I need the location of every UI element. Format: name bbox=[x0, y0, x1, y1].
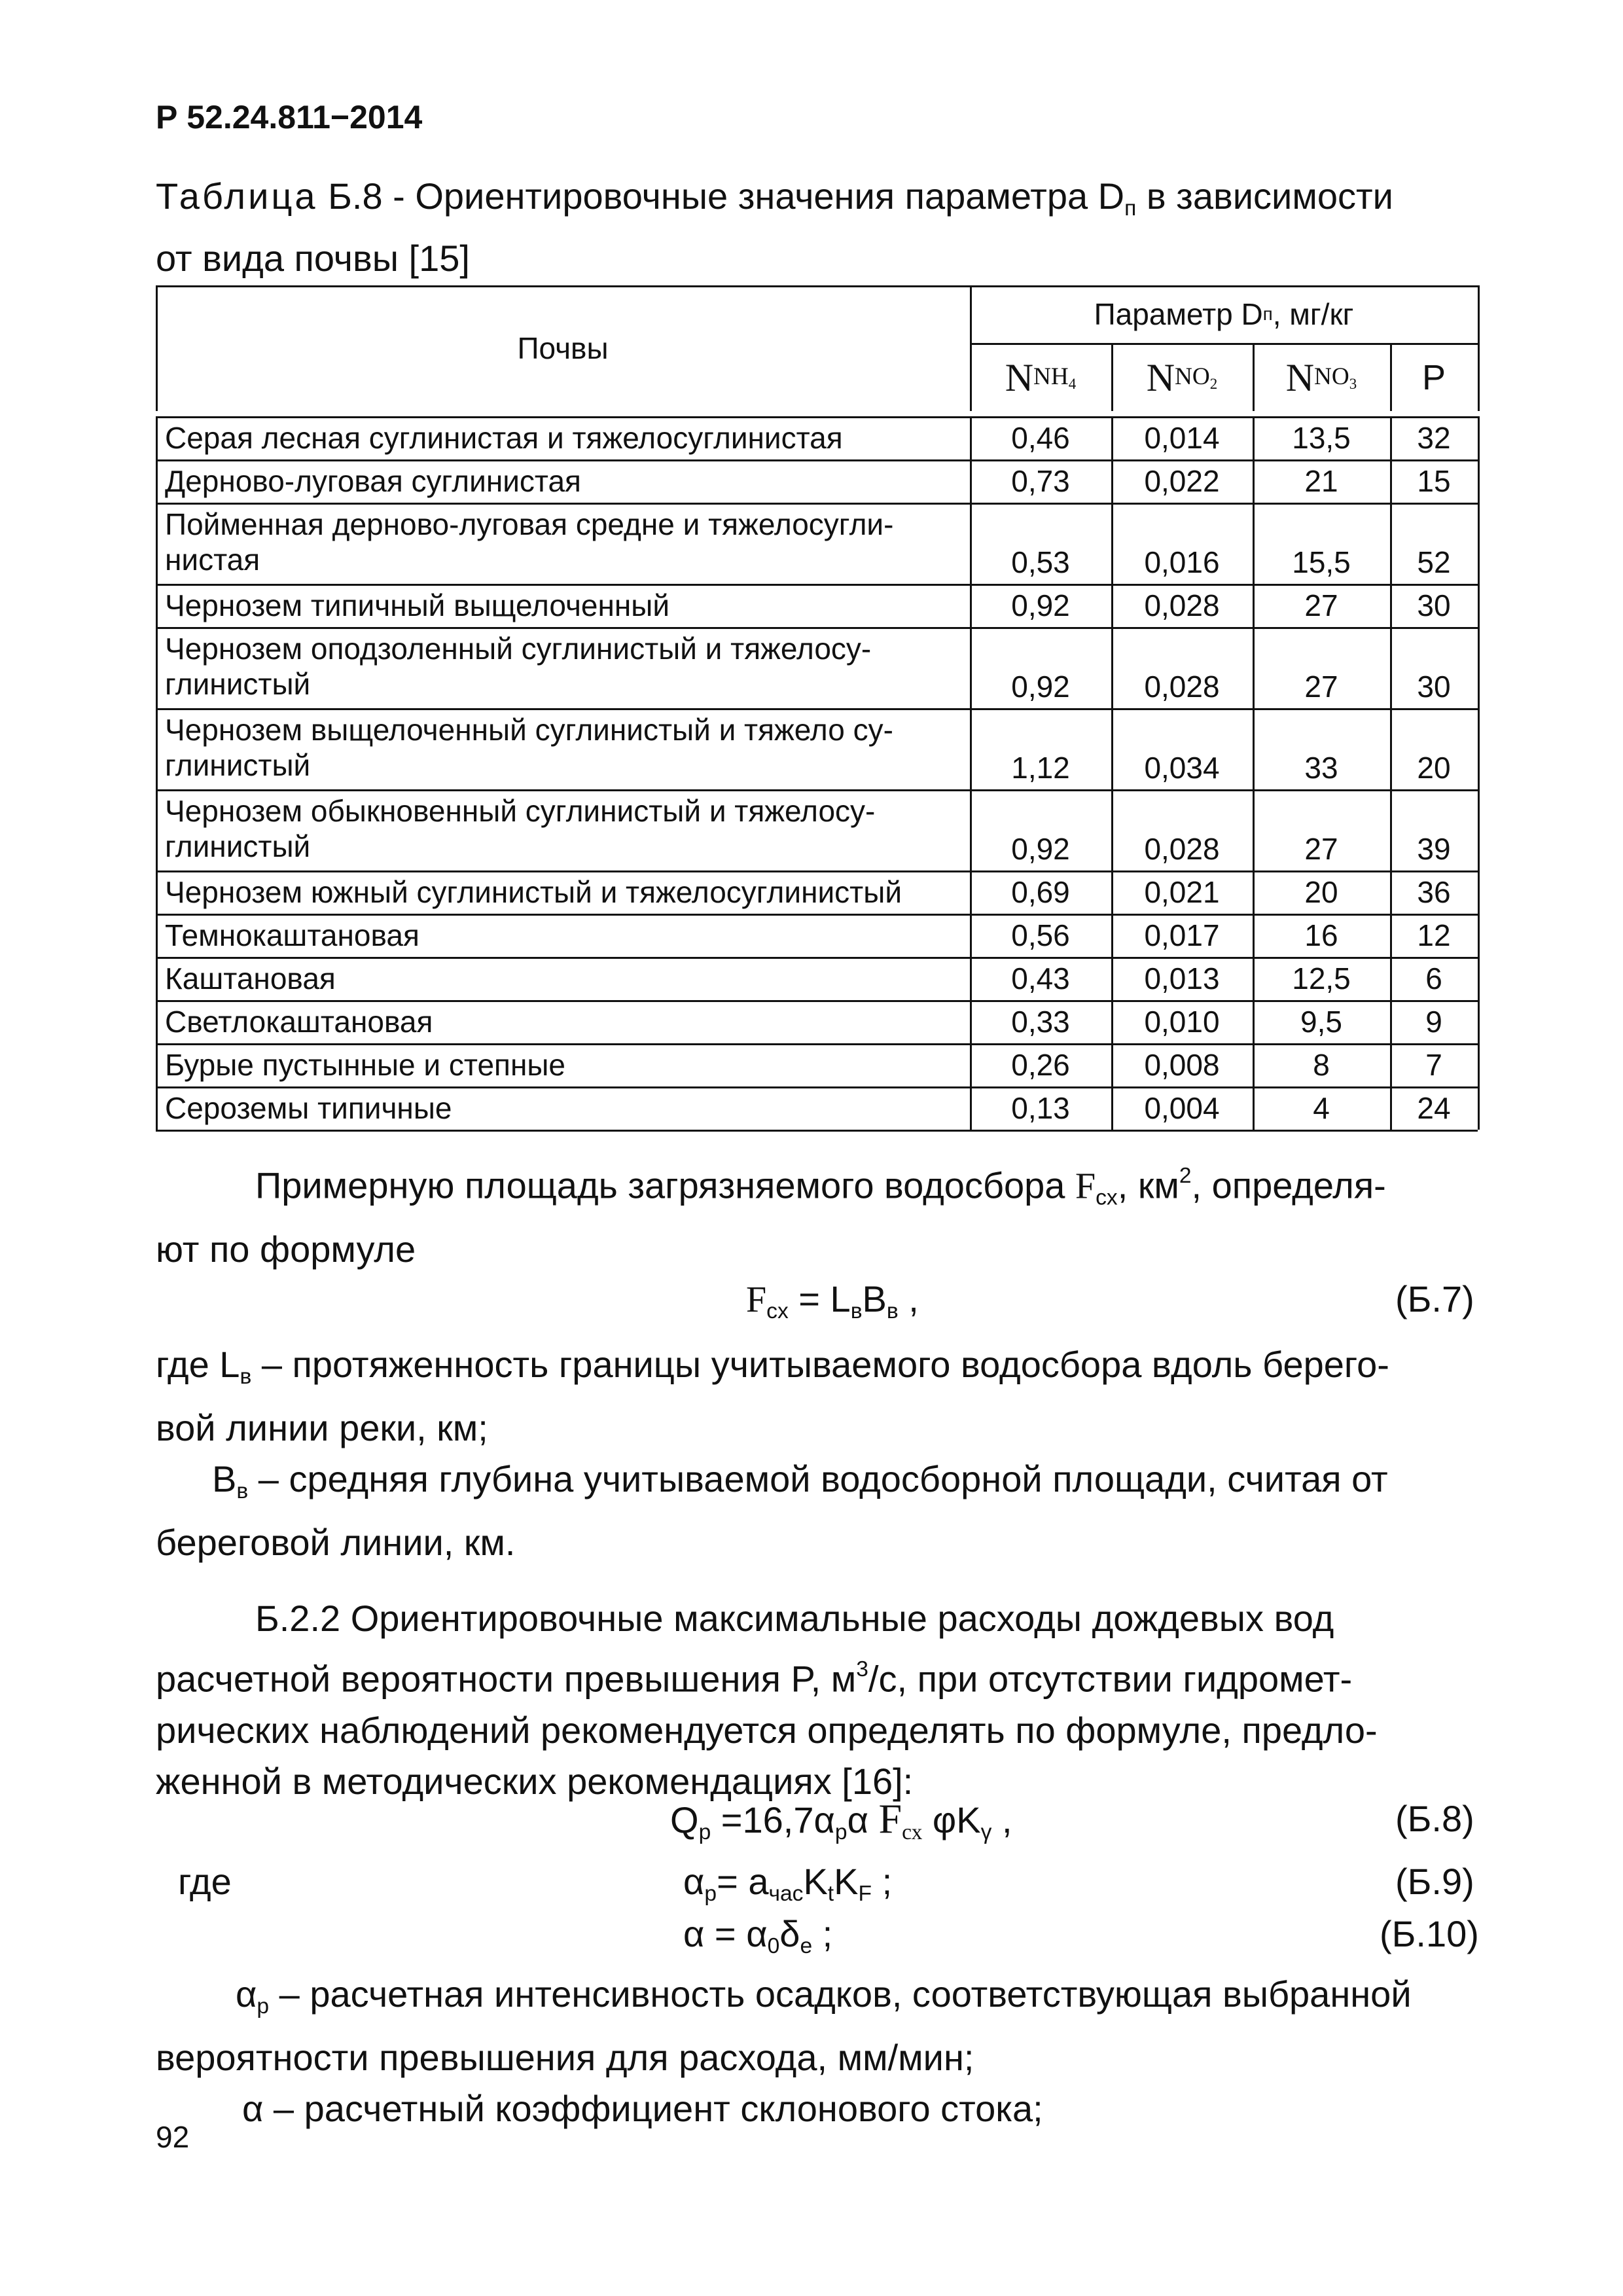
table-cell-soil: Чернозем типичный выщелоченный bbox=[165, 588, 670, 622]
table-cell-no3: 21 bbox=[1304, 464, 1338, 498]
table-cell-nh4: 1,12 bbox=[1011, 751, 1070, 785]
table-grid-line bbox=[1111, 584, 1113, 627]
col-header-nh4 bbox=[970, 344, 1111, 411]
text-run: , определя- bbox=[1191, 1164, 1386, 1206]
table-cell-p: 30 bbox=[1417, 588, 1451, 622]
table-grid-line bbox=[1478, 1086, 1480, 1130]
text-run: – расчетная интенсивность осадков, соответствующая выбранной bbox=[269, 1973, 1412, 2015]
table-cell-no3: 15,5 bbox=[1292, 545, 1351, 579]
table-grid-line bbox=[970, 708, 972, 789]
table-grid-line bbox=[1253, 627, 1255, 708]
table-grid-line bbox=[156, 1130, 1478, 1132]
table-grid-line bbox=[1111, 1043, 1113, 1086]
table-grid-line bbox=[156, 789, 1478, 791]
sym-sub bbox=[1314, 363, 1357, 393]
sym-idx: 2 bbox=[1209, 374, 1218, 392]
table-cell-p: 12 bbox=[1417, 918, 1451, 952]
sym-sub-text: NO bbox=[1314, 363, 1349, 391]
text-run: ; bbox=[812, 1913, 833, 1954]
text-run: = L bbox=[788, 1278, 851, 1319]
paragraph-line: Б.2.2 Ориентировочные максимальные расходы дождевых вод bbox=[255, 1598, 1334, 1639]
text-run: α bbox=[236, 1973, 257, 2015]
table-cell-no2: 0,014 bbox=[1144, 421, 1220, 455]
table-grid-line bbox=[1253, 789, 1255, 870]
table-grid-line bbox=[1111, 416, 1113, 459]
table-cell-p: 6 bbox=[1425, 961, 1442, 996]
table-grid-line bbox=[156, 285, 158, 411]
text-run: ; bbox=[872, 1861, 893, 1902]
sym-n: N bbox=[1146, 355, 1175, 399]
col-header-parameter bbox=[970, 285, 1478, 343]
text-sub: 0 bbox=[767, 1934, 780, 1959]
paragraph-line: вероятности превышения для расхода, мм/мин; bbox=[156, 2037, 974, 2079]
table-grid-line bbox=[1390, 789, 1392, 870]
table-grid-line bbox=[156, 285, 1478, 287]
paragraph-area bbox=[156, 1593, 1478, 1807]
table-cell-soil: Сероземы типичные bbox=[165, 1091, 452, 1125]
document-code: Р 52.24.811−2014 bbox=[156, 99, 423, 135]
formula-number-b8: (Б.8) bbox=[1395, 1798, 1474, 1839]
table-grid-line bbox=[1253, 503, 1255, 584]
table-grid-line bbox=[1478, 416, 1480, 459]
sym-idx: 3 bbox=[1349, 374, 1357, 392]
table-grid-line bbox=[1253, 870, 1255, 914]
text-run: = a bbox=[717, 1861, 769, 1902]
param-sub: п bbox=[1262, 304, 1273, 324]
table-cell-no2: 0,028 bbox=[1144, 588, 1220, 622]
table-grid-line bbox=[156, 416, 158, 459]
table-grid-line bbox=[156, 584, 158, 627]
text-sub: в bbox=[240, 1365, 252, 1390]
table-cell-nh4: 0,46 bbox=[1011, 421, 1070, 455]
col-header-p: P bbox=[1421, 358, 1446, 397]
text-run: φK bbox=[922, 1799, 981, 1840]
table-grid-line bbox=[970, 870, 972, 914]
text-run: /с, при отсутствии гидромет- bbox=[868, 1658, 1353, 1700]
table-grid-line bbox=[1111, 343, 1113, 411]
table-grid-line bbox=[1390, 584, 1392, 627]
text-sub: p bbox=[834, 1820, 847, 1845]
table-grid-line bbox=[1390, 503, 1392, 584]
symbol-F: F bbox=[878, 1795, 902, 1842]
table-grid-line bbox=[1253, 708, 1255, 789]
table-cell-nh4: 0,92 bbox=[1011, 588, 1070, 622]
table-grid-line bbox=[156, 1086, 158, 1130]
table-grid-line bbox=[1478, 957, 1480, 1000]
table-cell-nh4: 0,53 bbox=[1011, 545, 1070, 579]
table-grid-line bbox=[1253, 584, 1255, 627]
table-grid-line bbox=[156, 1000, 1478, 1002]
table-cell-nh4: 0,92 bbox=[1011, 670, 1070, 704]
table-grid-line bbox=[156, 957, 158, 1000]
text-sup: 2 bbox=[1179, 1164, 1192, 1188]
text-sub: e bbox=[800, 1934, 813, 1959]
paragraph-area bbox=[156, 1151, 1478, 1275]
table-grid-line bbox=[1478, 1000, 1480, 1043]
text-sub: час bbox=[768, 1882, 804, 1907]
table-cell-soil: Пойменная дерново-луговая средне и тяжелосугли-нистая bbox=[165, 507, 894, 577]
table-grid-line bbox=[970, 503, 972, 584]
sym-sub bbox=[1175, 363, 1217, 393]
table-grid-line bbox=[1253, 957, 1255, 1000]
table-cell-no3: 27 bbox=[1304, 832, 1338, 866]
table-cell-soil: Темнокаштановая bbox=[165, 918, 419, 952]
formula-number-b9: (Б.9) bbox=[1395, 1861, 1474, 1902]
table-grid-line bbox=[156, 708, 158, 789]
paragraph-line bbox=[156, 1969, 1478, 2032]
table-cell-no3: 20 bbox=[1304, 875, 1338, 909]
text-run: Q bbox=[670, 1799, 699, 1840]
table-grid-line bbox=[156, 503, 158, 584]
table-grid-line bbox=[1478, 708, 1480, 789]
table-cell-no2: 0,010 bbox=[1144, 1005, 1220, 1039]
paragraph-area bbox=[156, 1339, 1478, 1568]
soil-parameter-table bbox=[156, 285, 1478, 1123]
sym-sub bbox=[1033, 363, 1076, 393]
text-sup: 3 bbox=[856, 1657, 868, 1681]
paragraph-line bbox=[156, 1151, 1478, 1224]
table-cell-nh4: 0,73 bbox=[1011, 464, 1070, 498]
text-sub: p bbox=[704, 1882, 717, 1907]
col-header-soils: Почвы bbox=[517, 331, 609, 365]
table-cell-no3: 16 bbox=[1304, 918, 1338, 952]
table-cell-nh4: 0,43 bbox=[1011, 961, 1070, 996]
table-grid-line bbox=[156, 914, 1478, 916]
text-sub: в bbox=[236, 1479, 249, 1504]
caption-line2: от вида почвы [15] bbox=[156, 238, 470, 279]
table-grid-line bbox=[970, 957, 972, 1000]
table-cell-soil: Чернозем южный суглинистый и тяжелосуглинистый bbox=[165, 875, 902, 909]
table-grid-line bbox=[1390, 416, 1392, 459]
table-cell-soil: Светлокаштановая bbox=[165, 1005, 433, 1039]
table-grid-line bbox=[1253, 914, 1255, 957]
table-grid-line bbox=[1478, 584, 1480, 627]
table-cell-no2: 0,028 bbox=[1144, 670, 1220, 704]
table-grid-line bbox=[156, 914, 158, 957]
text-sub: F bbox=[858, 1882, 872, 1907]
text-sub: p bbox=[257, 1994, 270, 2019]
text-run: , bbox=[898, 1278, 919, 1319]
sym-n: N bbox=[1005, 355, 1034, 399]
table-cell-no3: 8 bbox=[1313, 1048, 1330, 1082]
table-cell-no2: 0,016 bbox=[1144, 545, 1220, 579]
table-grid-line bbox=[1253, 1000, 1255, 1043]
table-grid-line bbox=[156, 957, 1478, 959]
table-grid-line bbox=[970, 343, 1478, 345]
table-grid-line bbox=[1253, 343, 1255, 411]
paragraph-line bbox=[156, 1644, 1478, 1705]
table-grid-line bbox=[156, 459, 158, 503]
table-grid-line bbox=[1478, 285, 1480, 411]
text-run: =16,7α bbox=[711, 1799, 835, 1840]
table-grid-line bbox=[1390, 870, 1392, 914]
table-cell-soil: Чернозем оподзоленный суглинистый и тяжелосу-глинистый bbox=[165, 632, 872, 701]
table-grid-line bbox=[1111, 627, 1113, 708]
table-grid-line bbox=[1390, 627, 1392, 708]
text-run: K bbox=[834, 1861, 859, 1902]
table-grid-line bbox=[970, 627, 972, 708]
text-sub: сх bbox=[902, 1820, 923, 1845]
text-sub: γ bbox=[980, 1820, 992, 1845]
table-grid-line bbox=[156, 870, 158, 914]
table-grid-line bbox=[970, 285, 972, 411]
page-number: 92 bbox=[156, 2120, 190, 2154]
table-cell-nh4: 0,92 bbox=[1011, 832, 1070, 866]
table-grid-line bbox=[970, 416, 972, 459]
paragraph-line: α – расчетный коэффициент склонового стока; bbox=[242, 2088, 1043, 2130]
table-grid-line bbox=[156, 627, 1478, 629]
table-grid-line bbox=[1111, 503, 1113, 584]
table-grid-line bbox=[156, 1000, 158, 1043]
table-cell-soil: Дерново-луговая суглинистая bbox=[165, 464, 581, 498]
table-grid-line bbox=[1111, 459, 1113, 503]
table-cell-no3: 13,5 bbox=[1292, 421, 1351, 455]
text-run: α bbox=[683, 1861, 705, 1902]
text-run: – протяженность границы учитываемого водосбора вдоль берего- bbox=[251, 1344, 1389, 1385]
table-grid-line bbox=[1111, 914, 1113, 957]
paragraph-line: рических наблюдений рекомендуется определять по формуле, предло- bbox=[156, 1709, 1378, 1751]
caption-text: Б.8 - Ориентировочные значения параметра D bbox=[317, 175, 1125, 217]
table-cell-p: 24 bbox=[1417, 1091, 1451, 1125]
table-grid-line bbox=[1390, 343, 1392, 411]
table-cell-soil: Чернозем выщелоченный суглинистый и тяжело су-глинистый bbox=[165, 713, 893, 782]
table-cell-no3: 12,5 bbox=[1292, 961, 1351, 996]
table-grid-line bbox=[156, 870, 1478, 872]
table-grid-line bbox=[970, 459, 972, 503]
table-cell-no3: 9,5 bbox=[1300, 1005, 1342, 1039]
table-cell-no2: 0,004 bbox=[1144, 1091, 1220, 1125]
table-cell-no3: 33 bbox=[1304, 751, 1338, 785]
formula-number-b7: (Б.7) bbox=[1395, 1278, 1474, 1319]
table-grid-line bbox=[1390, 1000, 1392, 1043]
table-cell-p: 9 bbox=[1425, 1005, 1442, 1039]
table-cell-soil: Серая лесная суглинистая и тяжелосуглинистая bbox=[165, 421, 843, 455]
table-grid-line bbox=[156, 459, 1478, 461]
paragraph-line: женной в методических рекомендациях [16]: bbox=[156, 1760, 914, 1802]
symbol-F: F bbox=[1075, 1166, 1096, 1207]
paragraph-line bbox=[156, 1454, 1478, 1517]
text-sub: t bbox=[827, 1882, 834, 1907]
table-grid-line bbox=[1390, 708, 1392, 789]
table-cell-no2: 0,034 bbox=[1144, 751, 1220, 785]
formula-b8 bbox=[670, 1793, 1012, 1858]
table-grid-line bbox=[1111, 1086, 1113, 1130]
table-grid-line bbox=[156, 627, 158, 708]
text-run: α = α bbox=[683, 1913, 768, 1954]
table-grid-line bbox=[1478, 1043, 1480, 1086]
table-cell-nh4: 0,69 bbox=[1011, 875, 1070, 909]
table-grid-line bbox=[156, 1043, 1478, 1045]
paragraph-line: вой линии реки, км; bbox=[156, 1407, 488, 1449]
table-grid-line bbox=[970, 789, 972, 870]
table-cell-no2: 0,028 bbox=[1144, 832, 1220, 866]
table-cell-p: 39 bbox=[1417, 832, 1451, 866]
table-grid-line bbox=[1390, 1086, 1392, 1130]
table-cell-no2: 0,021 bbox=[1144, 875, 1220, 909]
table-cell-no2: 0,013 bbox=[1144, 961, 1220, 996]
text-run: B bbox=[212, 1458, 237, 1500]
sym-sub-text: NH bbox=[1033, 363, 1069, 391]
text-run: , bbox=[991, 1799, 1012, 1840]
table-grid-line bbox=[1390, 1043, 1392, 1086]
table-grid-line bbox=[1478, 627, 1480, 708]
table-grid-line bbox=[1390, 459, 1392, 503]
table-grid-line bbox=[970, 914, 972, 957]
table-cell-p: 36 bbox=[1417, 875, 1451, 909]
table-grid-line bbox=[1111, 789, 1113, 870]
formula-b10 bbox=[683, 1909, 832, 1972]
table-grid-line bbox=[156, 1043, 158, 1086]
table-grid-line bbox=[1111, 708, 1113, 789]
table-cell-nh4: 0,13 bbox=[1011, 1091, 1070, 1125]
table-cell-p: 7 bbox=[1425, 1048, 1442, 1082]
text-run: Примерную площадь загрязняемого водосбора bbox=[255, 1164, 1075, 1206]
param-unit: , мг/кг bbox=[1272, 297, 1354, 331]
table-grid-line bbox=[1478, 870, 1480, 914]
caption-sub: п bbox=[1124, 196, 1137, 221]
table-cell-nh4: 0,56 bbox=[1011, 918, 1070, 952]
paragraph-line: береговой линии, км. bbox=[156, 1522, 516, 1564]
table-grid-line bbox=[1111, 957, 1113, 1000]
table-grid-line bbox=[970, 584, 972, 627]
table-grid-line bbox=[970, 1043, 972, 1086]
table-grid-line bbox=[1253, 1043, 1255, 1086]
sym-sub-text: NO bbox=[1175, 363, 1210, 391]
table-grid-line bbox=[156, 584, 1478, 586]
formula-number-b10: (Б.10) bbox=[1380, 1913, 1479, 1954]
table-cell-no2: 0,008 bbox=[1144, 1048, 1220, 1082]
table-cell-no3: 4 bbox=[1313, 1091, 1330, 1125]
col-header-no2 bbox=[1111, 344, 1253, 411]
table-grid-line bbox=[1390, 957, 1392, 1000]
table-cell-p: 32 bbox=[1417, 421, 1451, 455]
table-grid-line bbox=[156, 1086, 1478, 1088]
table-cell-no2: 0,017 bbox=[1144, 918, 1220, 952]
text-run: , км bbox=[1117, 1164, 1179, 1206]
table-grid-line bbox=[156, 708, 1478, 710]
table-grid-line bbox=[1478, 914, 1480, 957]
text-sub: сх bbox=[766, 1299, 789, 1324]
symbol-F: F bbox=[746, 1280, 767, 1320]
text-sub: в bbox=[850, 1299, 863, 1324]
text-run: B bbox=[862, 1278, 887, 1319]
text-run: расчетной вероятности превышения P, м bbox=[156, 1658, 857, 1700]
table-grid-line bbox=[970, 1086, 972, 1130]
sym-idx: 4 bbox=[1068, 374, 1077, 392]
text-sub: сх bbox=[1096, 1185, 1118, 1210]
table-cell-soil: Бурые пустынные и степные bbox=[165, 1048, 565, 1082]
table-cell-nh4: 0,33 bbox=[1011, 1005, 1070, 1039]
text-sub: в bbox=[886, 1299, 899, 1324]
caption-text-post: в зависимости bbox=[1136, 175, 1393, 217]
text-run: – средняя глубина учитываемой водосборной площади, считая от bbox=[248, 1458, 1388, 1500]
table-cell-soil: Чернозем обыкновенный суглинистый и тяжелосу-глинистый bbox=[165, 794, 876, 863]
table-cell-no3: 27 bbox=[1304, 588, 1338, 622]
table-grid-line bbox=[156, 503, 1478, 505]
table-cell-nh4: 0,26 bbox=[1011, 1048, 1070, 1082]
table-cell-p: 20 bbox=[1417, 751, 1451, 785]
text-sub: p bbox=[698, 1820, 711, 1845]
table-grid-line bbox=[1390, 914, 1392, 957]
table-cell-p: 52 bbox=[1417, 545, 1451, 579]
table-grid-line bbox=[1478, 789, 1480, 870]
text-run: где L bbox=[156, 1344, 240, 1385]
sym-n: N bbox=[1285, 355, 1315, 399]
table-grid-line bbox=[1253, 1086, 1255, 1130]
table-grid-line bbox=[1478, 503, 1480, 584]
table-grid-line bbox=[1111, 1000, 1113, 1043]
table-grid-line bbox=[156, 416, 1478, 418]
table-cell-p: 15 bbox=[1417, 464, 1451, 498]
table-grid-line bbox=[1253, 459, 1255, 503]
table-grid-line bbox=[1478, 459, 1480, 503]
paragraph-line bbox=[156, 1339, 1478, 1403]
text-run: K bbox=[803, 1861, 828, 1902]
table-grid-line bbox=[1111, 870, 1113, 914]
caption-word: Таблица bbox=[156, 175, 318, 217]
col-header-no3 bbox=[1253, 344, 1390, 411]
table-caption bbox=[156, 171, 1478, 283]
table-grid-line bbox=[1253, 416, 1255, 459]
where-label: где bbox=[178, 1861, 232, 1902]
table-cell-no2: 0,022 bbox=[1144, 464, 1220, 498]
table-cell-no3: 27 bbox=[1304, 670, 1338, 704]
formula-b7 bbox=[746, 1274, 919, 1337]
text-run: α bbox=[847, 1799, 879, 1840]
param-label: Параметр D bbox=[1094, 297, 1263, 331]
table-grid-line bbox=[970, 1000, 972, 1043]
paragraph-area bbox=[156, 1969, 1478, 2134]
paragraph-line: ют по формуле bbox=[156, 1228, 416, 1270]
table-grid-line bbox=[156, 789, 158, 870]
table-cell-soil: Каштановая bbox=[165, 961, 336, 996]
text-run: δ bbox=[779, 1913, 800, 1954]
table-cell-p: 30 bbox=[1417, 670, 1451, 704]
